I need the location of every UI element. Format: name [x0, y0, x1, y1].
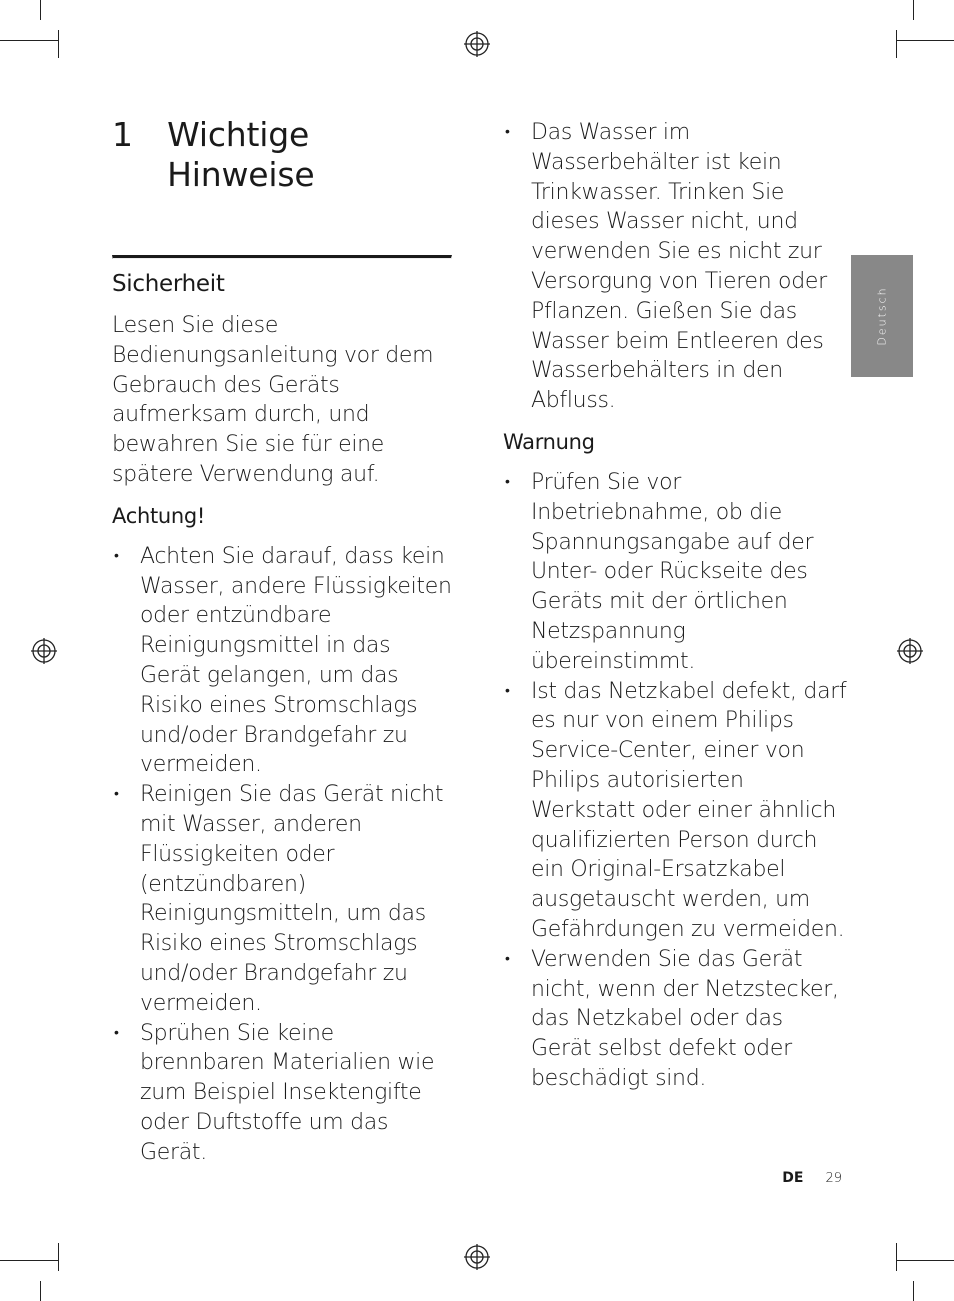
page-number: 29 [825, 1171, 842, 1186]
crop-mark [913, 1281, 914, 1301]
left-column [112, 115, 452, 1168]
bullet-icon: • [505, 950, 510, 967]
page-title [112, 115, 452, 195]
section-divider [112, 255, 452, 259]
crop-mark [913, 0, 914, 20]
list-item-text: Prüfen Sie vor Inbetriebnahme, ob die Spannungsangabe auf der Unter- oder Rückseite des Geräts mit der örtlichen Netzspannung übereinstimmt. [531, 469, 814, 674]
bullet-icon: • [114, 786, 119, 803]
list-item-text: Ist das Netzkabel defekt, darf es nur von einem Philips Service-Center, einer von Philips autorisierten Werkstatt oder einer ähnlich qualifizierten Person durch ein Original-Ersatzkabel ausgetauscht werden, um Gefährdungen zu vermeiden. [531, 678, 847, 942]
caution-list-continued [503, 118, 848, 416]
bullet-icon: • [114, 1024, 119, 1041]
caution-heading: Achtung! [112, 503, 206, 528]
crop-mark [40, 1281, 41, 1301]
crop-mark [0, 40, 58, 41]
list-item [112, 542, 452, 780]
bullet-icon: • [114, 547, 119, 564]
warning-heading: Warnung [503, 429, 595, 454]
bullet-icon: • [505, 473, 510, 490]
bullet-icon: • [505, 682, 510, 699]
footer-language-code: DE [782, 1170, 804, 1186]
chapter-number: 1 [112, 115, 133, 154]
page-footer [782, 1170, 842, 1186]
language-side-tab [851, 255, 913, 377]
warning-list [503, 468, 848, 1094]
crop-mark [58, 30, 59, 58]
list-item [503, 945, 848, 1094]
crop-mark [896, 1260, 954, 1261]
crop-mark [58, 1243, 59, 1271]
list-item [112, 1019, 452, 1168]
list-item [503, 468, 848, 677]
crop-mark [0, 1260, 58, 1261]
section-heading: Sicherheit [112, 271, 225, 297]
list-item [503, 118, 848, 416]
crop-mark [896, 40, 954, 41]
list-item [112, 780, 452, 1018]
chapter-title: Wichtige Hinweise [167, 115, 315, 194]
intro-paragraph: Lesen Sie diese Bedienungsanleitung vor dem Gebrauch des Geräts aufmerksam durch, und bewahren Sie sie für eine spätere Verwendung auf. [112, 313, 434, 487]
list-item-text: Sprühen Sie keine brennbaren Materialien wie zum Beispiel Insektengifte oder Duftstoffe um das Gerät. [140, 1020, 435, 1165]
registration-mark-icon [464, 1244, 490, 1270]
registration-mark-icon [897, 638, 923, 664]
bullet-icon: • [505, 124, 510, 140]
list-item-text: Das Wasser im Wasserbehälter ist kein Trinkwasser. Trinken Sie dieses Wasser nicht, und verwenden Sie es nicht zur Versorgung von Tieren oder Pflanzen. Gießen Sie das Wasser beim Entleeren des Wasserbehälters in den Abfluss. [531, 120, 827, 414]
list-item-text: Reinigen Sie das Gerät nicht mit Wasser, anderen Flüssigkeiten oder (entzündbaren) Reinigungsmitteln, um das Risiko eines Stromschlags und/oder Brandgefahr zu vermeiden. [140, 782, 444, 1016]
registration-mark-icon [31, 638, 57, 664]
crop-mark [40, 0, 41, 20]
list-item [503, 677, 848, 945]
crop-mark [896, 30, 897, 58]
list-item-text: Achten Sie darauf, dass kein Wasser, andere Flüssigkeiten oder entzündbare Reinigungsmittel in das Gerät gelangen, um das Risiko eines Stromschlags und/oder Brandgefahr zu vermeiden. [140, 543, 452, 778]
list-item-text: Verwenden Sie das Gerät nicht, wenn der Netzstecker, das Netzkabel oder das Gerät selbst defekt oder beschädigt sind. [531, 946, 839, 1091]
caution-list [112, 542, 452, 1168]
crop-mark [896, 1243, 897, 1271]
right-column [503, 118, 848, 1094]
language-side-tab-label: Deutsch [875, 286, 889, 346]
registration-mark-icon [464, 31, 490, 57]
